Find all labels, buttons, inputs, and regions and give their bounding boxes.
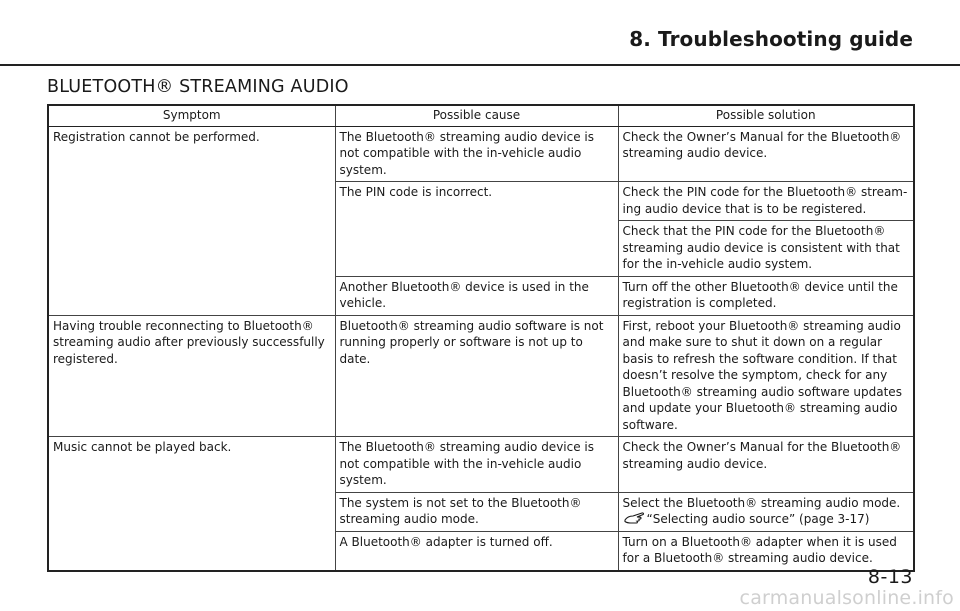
pointing-hand-icon bbox=[623, 511, 645, 525]
header-possible-cause: Possible cause bbox=[335, 105, 618, 126]
page-number: 8-13 bbox=[867, 566, 913, 588]
solution-cell: Turn on a Bluetooth® adapter when it is used for a Bluetooth® streaming audio device. bbox=[618, 531, 914, 571]
symptom-cell: Music cannot be played back. bbox=[48, 437, 335, 571]
symptom-cell: Registration cannot be performed. bbox=[48, 126, 335, 315]
cause-cell: The Bluetooth® streaming audio device is not compatible with the in-vehicle audio system. bbox=[335, 437, 618, 493]
solution-cell: Check that the PIN code for the Bluetooth® streaming audio device is consistent with that for the in-vehicle audio system. bbox=[618, 221, 914, 277]
chapter-title: 8. Troubleshooting guide bbox=[629, 27, 913, 51]
solution-cell: First, reboot your Bluetooth® streaming audio and make sure to shut it down on a regular basis to refresh the software condition. If that doesn’t resolve the symptom, check for any Bluetooth® streaming audio software updates and update your Bluetooth® streaming audio software. bbox=[618, 315, 914, 437]
watermark: carmanualsonline.info bbox=[739, 587, 954, 609]
page-reference bbox=[623, 511, 910, 528]
table-row bbox=[48, 437, 914, 493]
solution-cell: Check the Owner’s Manual for the Bluetooth® streaming audio device. bbox=[618, 126, 914, 182]
solution-cell: Turn off the other Bluetooth® device until the registration is completed. bbox=[618, 276, 914, 315]
header-symptom: Symptom bbox=[48, 105, 335, 126]
reference-text: “Selecting audio source” (page 3-17) bbox=[646, 512, 870, 526]
symptom-cell: Having trouble reconnecting to Bluetooth® streaming audio after previously successfully registered. bbox=[48, 315, 335, 437]
table-row bbox=[48, 126, 914, 182]
troubleshooting-table bbox=[47, 104, 915, 572]
solution-cell: Check the Owner’s Manual for the Bluetooth® streaming audio device. bbox=[618, 437, 914, 493]
cause-cell: The Bluetooth® streaming audio device is not compatible with the in-vehicle audio system. bbox=[335, 126, 618, 182]
cause-cell: Another Bluetooth® device is used in the vehicle. bbox=[335, 276, 618, 315]
cause-cell: A Bluetooth® adapter is turned off. bbox=[335, 531, 618, 571]
cause-cell: Bluetooth® streaming audio software is not running properly or software is not up to date. bbox=[335, 315, 618, 437]
cause-cell: The PIN code is incorrect. bbox=[335, 182, 618, 277]
solution-cell: Check the PIN code for the Bluetooth® stream- ing audio device that is to be registered. bbox=[618, 182, 914, 221]
header-rule bbox=[0, 64, 960, 66]
cause-cell: The system is not set to the Bluetooth® streaming audio mode. bbox=[335, 492, 618, 531]
section-title: BLUETOOTH® STREAMING AUDIO bbox=[47, 77, 349, 97]
header-possible-solution: Possible solution bbox=[618, 105, 914, 126]
solution-cell bbox=[618, 492, 914, 531]
table-header-row bbox=[48, 105, 914, 126]
solution-text: Select the Bluetooth® streaming audio mode. bbox=[622, 495, 901, 510]
table-row bbox=[48, 315, 914, 437]
